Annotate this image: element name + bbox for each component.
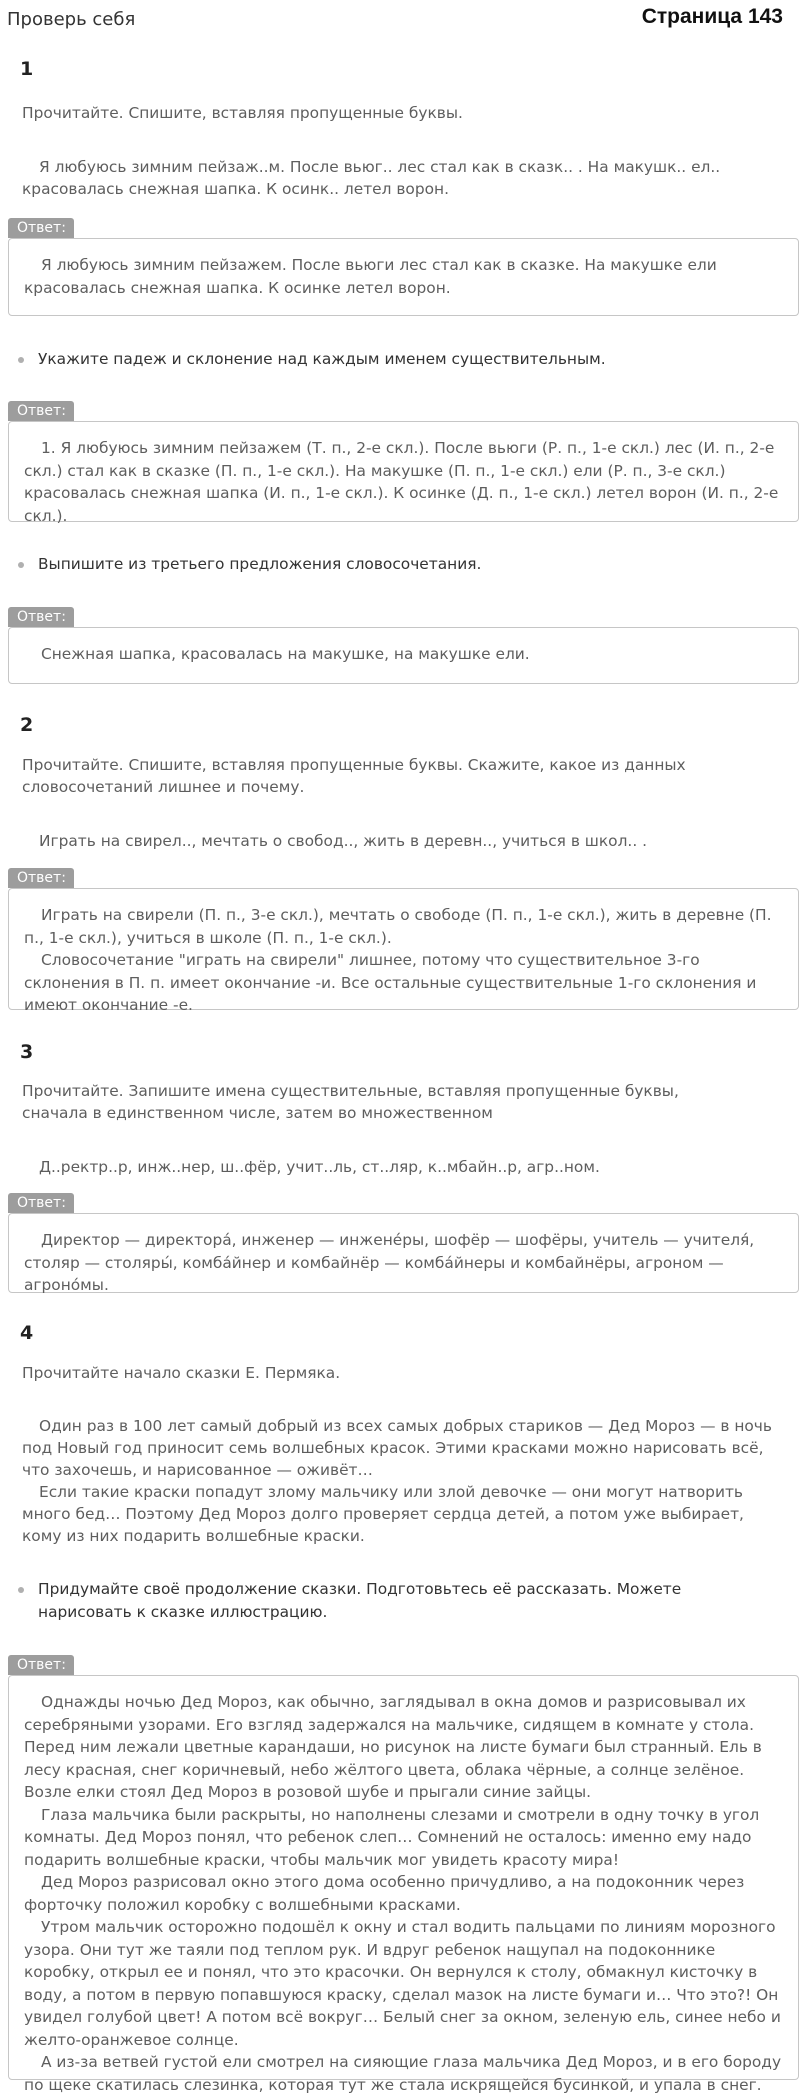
task-1-text	[22, 156, 792, 200]
answer-box-1b	[8, 627, 799, 684]
task-3-text	[22, 1156, 792, 1178]
answer-text: Однажды ночью Дед Мороз, как обычно, заглядывал в окна домов и разрисовывал их серебряными узорами. Его взгляд задержался на мальчике, сидящем в комнате у стола. Перед ним лежали цветные карандаши, но рисунок на листе бумаги был странный. Ель в лесу красная, снег коричневый, небо жёлтого цвета, облака чёрные, а солнце зелёное. Возле елки стоял Дед Мороз в розовой шубе и прыгали синие зайцы.	[24, 1693, 762, 1801]
answer-box-1	[8, 238, 799, 316]
answer-label: Ответ:	[8, 607, 74, 627]
task-number-3: 3	[20, 1041, 34, 1063]
task-1-text-line: Я любуюсь зимним пейзаж..м. После вьюг.. лес стал как в сказк.. . На макушк.. ел.. красовалась снежная шапка. К осинк.. летел ворон.	[22, 158, 721, 198]
task-4-bullet: Придумайте своё продолжение сказки. Подготовьтесь её рассказать. Можете нарисовать к сказке иллюстрацию.	[18, 1578, 763, 1624]
answer-text: Играть на свирели (П. п., 3-е скл.), мечтать о свободе (П. п., 1-е скл.), жить в деревне (П. п., 1-е скл.), учиться в школе (П. п., 1-е скл.).	[24, 906, 772, 947]
answer-text: Директор — директора́, инженер — инжене́ры, шофёр — шофёры, учитель — учителя́, столяр — столяры́, комба́йнер и комбайнёр — комба́йнеры и комбайнёры, агроном — агроно́мы.	[24, 1231, 755, 1294]
task-4-instruction: Прочитайте начало сказки Е. Пермяка.	[22, 1364, 341, 1382]
answer-box-3	[8, 1213, 799, 1293]
task-number-2: 2	[20, 714, 34, 736]
page-number: Страница 143	[641, 5, 783, 28]
answer-box-4	[8, 1675, 799, 2094]
answer-text: А из-за ветвей густой ели смотрел на сияющие глаза мальчика Дед Мороз, и в его бороду по щеке скатилась слезинка, которая тут же стала искрящейся бусинкой, и упала в снег.	[24, 2053, 782, 2094]
task-1-instruction: Прочитайте. Спишите, вставляя пропущенные буквы.	[22, 104, 463, 122]
answer-label: Ответ:	[8, 1193, 74, 1213]
answer-label: Ответ:	[8, 401, 74, 421]
answer-text: Я любуюсь зимним пейзажем. После вьюги лес стал как в сказке. На макушке ели красовалась снежная шапка. К осинке летел ворон.	[24, 256, 717, 297]
task-1-bullet-1: Укажите падеж и склонение над каждым именем существительным.	[18, 348, 788, 371]
task-1-bullet-2: Выпишите из третьего предложения словосочетания.	[18, 553, 788, 576]
task-3-instruction: Прочитайте. Запишите имена существительные, вставляя пропущенные буквы, сначала в единственном числе, затем во множественном	[22, 1082, 679, 1122]
answer-label: Ответ:	[8, 868, 74, 888]
task-2-text	[22, 830, 792, 852]
task-2-instruction: Прочитайте. Спишите, вставляя пропущенные буквы. Скажите, какое из данных словосочетаний лишнее и почему.	[22, 756, 686, 796]
task-3-text-line: Д..ректр..р, инж..нер, ш..фёр, учит..ль, ст..ляр, к..мбайн..р, агр..ном.	[39, 1158, 600, 1176]
task-2-text-line: Играть на свирел.., мечтать о свобод.., жить в деревн.., учиться в школ.. .	[39, 832, 647, 850]
task-4-text-line: Один раз в 100 лет самый добрый из всех самых добрых стариков — Дед Мороз — в ночь под Новый год приносит семь волшебных красок. Этими красками можно нарисовать всё, что захочешь, и нарисованное — оживёт…	[22, 1417, 772, 1479]
task-4-text	[22, 1415, 787, 1547]
answer-text: Снежная шапка, красовалась на макушке, на макушке ели.	[41, 645, 530, 663]
answer-box-2	[8, 888, 799, 1014]
answer-text: Дед Мороз разрисовал окно этого дома особенно причудливо, а на подоконник через форточку положил коробку с волшебными красками.	[24, 1873, 745, 1914]
answer-text: Утром мальчик осторожно подошёл к окну и стал водить пальцами по линиям морозного узора. Они тут же таяли под теплом рук. И вдруг ребенок нащупал на подоконнике коробку, открыл ее и понял, что это красочки. Он вернулся к столу, обмакнул кисточку в воду, а потом в первую попавшуюся краску, сделал мазок на листе бумаги и… Что это?! Он увидел голубой цвет! А потом всё вокруг… Белый снег за окном, зеленую ель, синее небо и желто-оранжевое солнце.	[24, 1918, 781, 2049]
answer-text: 1. Я любуюсь зимним пейзажем (Т. п., 2-е скл.). После вьюги (Р. п., 1-е скл.) лес (И. п., 2-е скл.) стал как в сказке (П. п., 1-е скл.). На макушке (П. п., 1-е скл.) ели (Р. п., 3-е скл.) красовалась снежная шапка (И. п., 1-е скл.). К осинке (Д. п., 1-е скл.) летел ворон (И. п., 2-е скл.).	[24, 439, 779, 525]
answer-text: Глаза мальчика были раскрыты, но наполнены слезами и смотрели в одну точку в угол комнаты. Дед Мороз понял, что ребенок слеп… Сомнений не осталось: именно ему надо подарить волшебные краски, чтобы мальчик мог увидеть красоту мира!	[24, 1805, 760, 1869]
answer-box-1a	[8, 421, 799, 525]
answer-label: Ответ:	[8, 1655, 74, 1675]
answer-text: Словосочетание "играть на свирели" лишнее, потому что существительное 3-го склонения в П. п. имеет окончание -и. Все остальные существительные 1-го склонения и имеют окончание -е.	[24, 951, 757, 1014]
answer-label: Ответ:	[8, 218, 74, 238]
page-title: Проверь себя	[7, 9, 136, 30]
task-number-1: 1	[20, 58, 34, 80]
task-number-4: 4	[20, 1322, 34, 1344]
task-4-text-line: Если такие краски попадут злому мальчику или злой девочке — они могут натворить много бед… Поэтому Дед Мороз долго проверяет сердца детей, а потом уже выбирает, кому из них подарить волшебные краски.	[22, 1483, 744, 1545]
